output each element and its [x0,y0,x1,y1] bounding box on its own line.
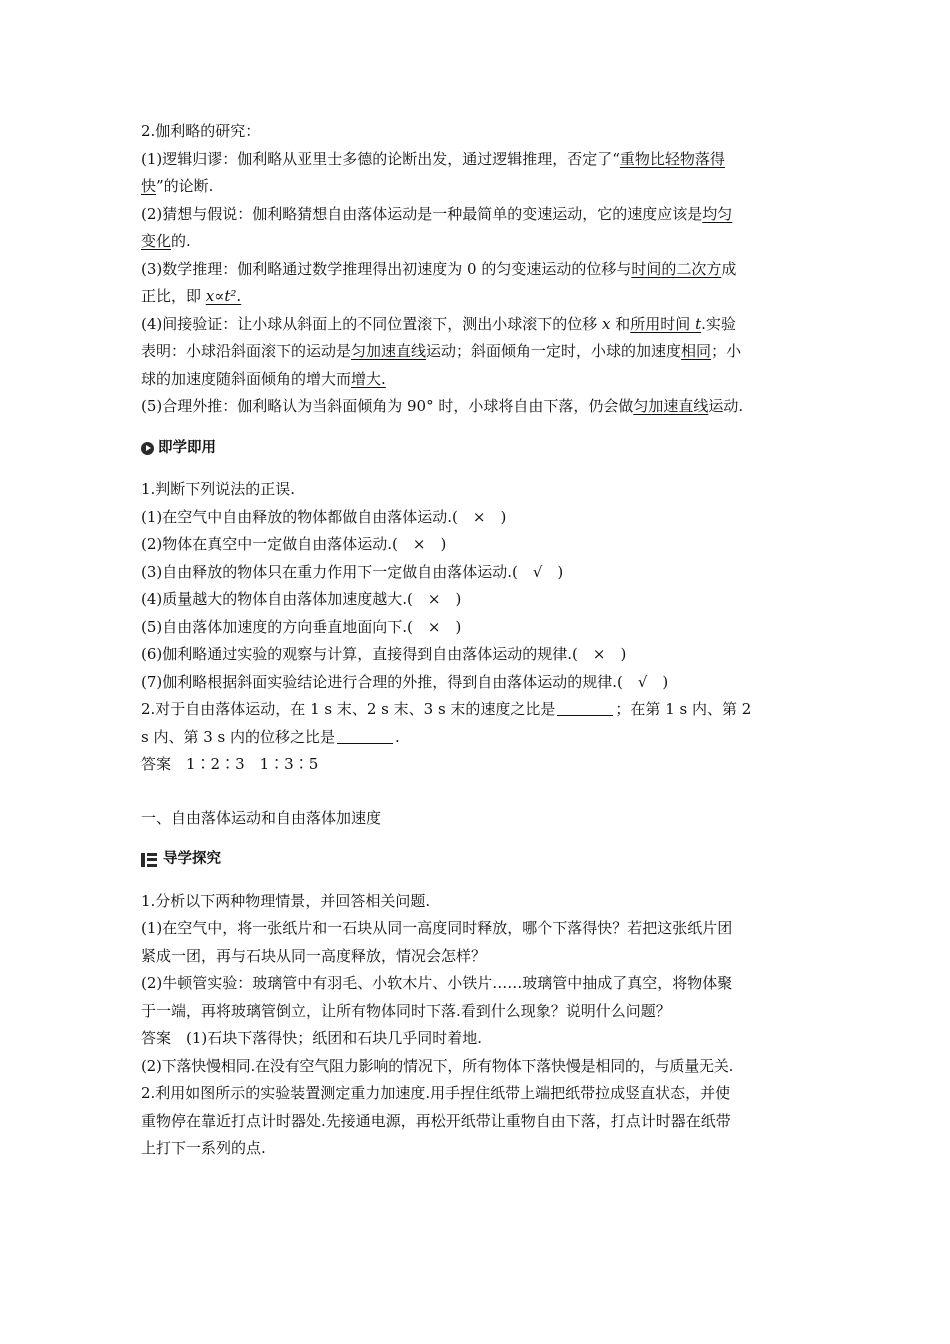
galileo-p2-line1: (2)猜想与假说：伽利略猜想自由落体运动是一种最简单的变速运动，它的速度应该是均匀 [141,204,733,223]
practice-item: (5)自由落体加速度的方向垂直地面向下.( × ) [141,617,462,636]
practice-answer: 答案 1∶2∶3 1∶3∶5 [141,755,319,773]
answer-underline: 所用时间 t [630,314,702,333]
formula: x∝t². [205,287,242,305]
practice-item: (2)物体在真空中一定做自由落体运动.( × ) [141,535,447,553]
section-title: 一、自由落体运动和自由落体加速度 [141,808,382,827]
answer-blank [337,728,393,744]
practice-item: (1)在空气中自由释放的物体都做自由落体运动.( × ) [141,507,507,526]
answer-underline: 增大. [351,369,386,388]
answer-underline: 快 [141,177,157,195]
galileo-p3-line1: (3)数学推理：伽利略通过数学推理得出初速度为 0 的匀变速运动的位移与时间的二次方成 [141,259,737,278]
galileo-p4-line1: (4)间接验证：让小球从斜面上的不同位置滚下，测出小球滚下的位移 x 和所用时间 t.实验 [141,314,736,333]
practice-item: (4)质量越大的物体自由落体加速度越大.( × ) [141,590,462,608]
guided-inquiry-heading: 导学探究 [141,846,813,874]
galileo-p3-line2: 正比，即 x∝t². [141,287,242,305]
section-q2-line2: 重物停在靠近打点计时器处.先接通电源，再松开纸带让重物自由下落，打点计时器在纸带 [141,1111,731,1130]
practice-item: (3)自由释放的物体只在重力作用下一定做自由落体运动.( √ ) [141,562,564,581]
section-answer-1: 答案 (1)石块下落得快；纸团和石块几乎同时着地. [141,1029,483,1047]
section-q1-1-line1: (1)在空气中，将一张纸片和一石块从同一高度同时释放，哪个下落得快？若把这张纸片团 [141,919,733,937]
practice-item: (6)伽利略通过实验的观察与计算，直接得到自由落体运动的规律.( × ) [141,645,627,663]
galileo-p1-line2: 快”的论断. [141,177,214,195]
answer-underline: 时间的二次方 [631,259,722,278]
answer-underline: 匀加速直线 [351,342,427,360]
galileo-p2-line2: 变化的. [141,232,191,250]
section-q1-2-line2: 于一端，再将玻璃管倒立，让所有物体同时下落.看到什么现象？说明什么问题？ [141,1001,671,1020]
galileo-p1-line1: (1)逻辑归谬：伽利略从亚里士多德的论断出发，通过逻辑推理，否定了“重物比轻物落得 [141,149,725,168]
galileo-p5: (5)合理外推：伽利略认为当斜面倾角为 90° 时，小球将自由下落，仍会做匀加速直线运动. [141,397,744,415]
answer-underline: 变化 [141,232,172,250]
practice-item: (7)伽利略根据斜面实验结论进行合理的外推，得到自由落体运动的规律.( √ ) [141,672,669,691]
section-q1-title: 1.分析以下两种物理情景，并回答相关问题. [141,891,431,910]
list-icon [141,853,157,867]
section-q1-2-line1: (2)牛顿管实验：玻璃管中有羽毛、小软木片、小铁片……玻璃管中抽成了真空，将物体聚 [141,974,733,992]
practice-q1-title: 1.判断下列说法的正误. [141,480,296,498]
answer-underline: 相同 [681,342,712,360]
galileo-heading: 2.伽利略的研究： [141,122,261,140]
galileo-p4-line2: 表明：小球沿斜面滚下的运动是匀加速直线运动；斜面倾角一定时，小球的加速度相同；小 [141,342,742,360]
practice-q2-line1: 2.对于自由落体运动，在 1 s 末、2 s 末、3 s 末的速度之比是 ；在第 1 s 内、第 2 [141,700,752,718]
answer-underline: 均匀 [702,204,733,223]
answer-blank [557,700,613,716]
answer-underline: 匀加速直线 [633,397,709,415]
galileo-p4-line3: 球的加速度随斜面倾角的增大而增大. [141,369,386,388]
section-answer-2: (2)下落快慢相同.在没有空气阻力影响的情况下，所有物体下落快慢是相同的，与质量无关. [141,1056,734,1075]
practice-q2-line2: s 内、第 3 s 内的位移之比是 . [141,727,400,746]
document-page [141,118,813,1163]
answer-underline: 重物比轻物落得 [619,149,725,168]
section-q1-1-line2: 紧成一团，再与石块从同一高度释放，情况会怎样？ [141,946,487,965]
play-circle-icon [141,442,154,455]
section-q2-line1: 2.利用如图所示的实验装置测定重力加速度.用手捏住纸带上端把纸带拉成竖直状态，并使 [141,1084,731,1102]
practice-heading: 即学即用 [141,435,813,463]
section-q2-line3: 上打下一系列的点. [141,1139,266,1157]
